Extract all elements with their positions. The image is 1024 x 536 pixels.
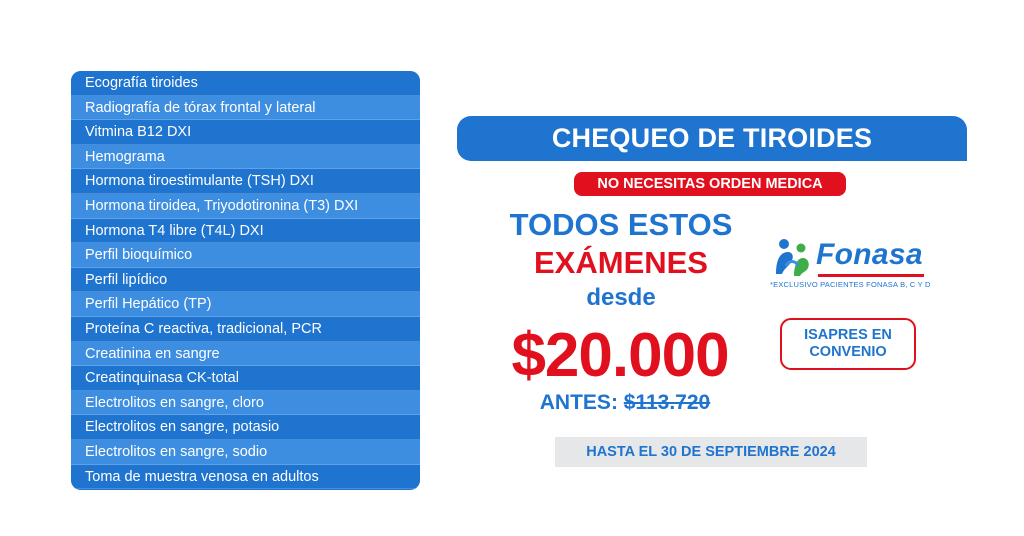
fonasa-family-icon	[770, 236, 814, 280]
exam-item: Electrolitos en sangre, cloro	[71, 391, 420, 416]
fonasa-wordmark: Fonasa	[816, 238, 923, 271]
headline-line-3: desde	[586, 284, 656, 311]
exam-item: Electrolitos en sangre, sodio	[71, 440, 420, 465]
promo-title: CHEQUEO DE TIROIDES	[551, 123, 873, 153]
before-price	[500, 391, 750, 415]
exam-item: Vitmina B12 DXI	[71, 120, 420, 145]
exam-item: Hormona tiroestimulante (TSH) DXI	[71, 169, 420, 194]
exam-item: Hemograma	[71, 145, 420, 170]
headline-line-1: TODOS ESTOS	[509, 207, 733, 242]
exam-item: Proteína C reactiva, tradicional, PCR	[71, 317, 420, 342]
exam-item: Perfil bioquímico	[71, 243, 420, 268]
no-order-badge: NO NECESITAS ORDEN MEDICA	[574, 172, 846, 196]
exam-item: Radiografía de tórax frontal y lateral	[71, 96, 420, 121]
exam-item: Ecografía tiroides	[71, 71, 420, 96]
exam-item: Creatinina en sangre	[71, 342, 420, 367]
exam-item: Creatinquinasa CK-total	[71, 366, 420, 391]
fonasa-underline	[818, 274, 924, 277]
before-label: ANTES:	[539, 391, 618, 414]
isapres-badge	[780, 318, 916, 370]
title-banner	[457, 116, 967, 161]
headline-line-2: EXÁMENES	[534, 245, 708, 280]
exam-list	[71, 71, 420, 490]
exam-item: Perfil lipídico	[71, 268, 420, 293]
exam-item: Perfil Hepático (TP)	[71, 292, 420, 317]
fonasa-logo	[770, 232, 960, 292]
exam-item: Hormona tiroidea, Triyodotironina (T3) DXI	[71, 194, 420, 219]
isapres-line-1: ISAPRES EN	[804, 327, 892, 343]
old-price: $113.720	[623, 391, 711, 414]
promo-price: $20.000	[511, 321, 729, 390]
exam-item: Hormona T4 libre (T4L) DXI	[71, 219, 420, 244]
exam-item: Toma de muestra venosa en adultos	[71, 465, 420, 490]
exam-item: Electrolitos en sangre, potasio	[71, 415, 420, 440]
isapres-line-2: CONVENIO	[809, 344, 887, 360]
fonasa-note: *EXCLUSIVO PACIENTES FONASA B, C Y D	[770, 280, 931, 289]
deadline-banner: HASTA EL 30 DE SEPTIEMBRE 2024	[555, 437, 867, 467]
